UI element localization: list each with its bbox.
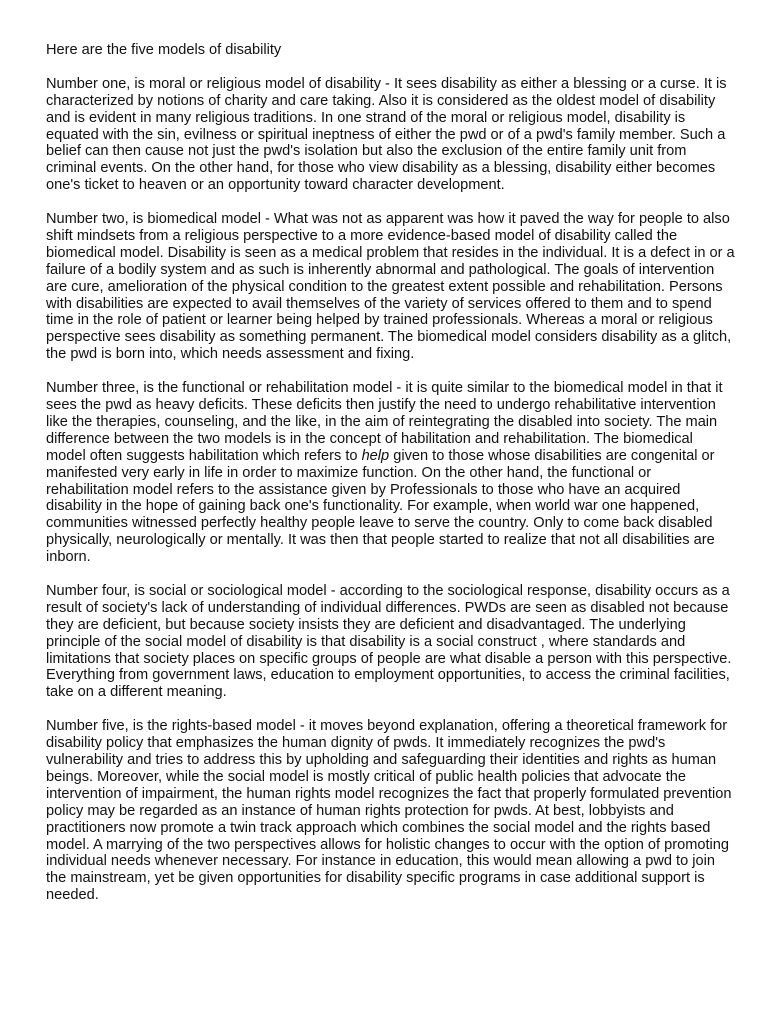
paragraph-text-before: Number three, is the functional or rehabilitation model - it is quite similar to the biomedical model in that it sees the pwd as heavy deficits. These deficits then justify the need to undergo rehabilitative intervention like the therapies, counseling, and the like, in the aim of reintegrating the disabled into society. The main difference between the two models is in the concept of habilitation and rehabilitation. The biomedical model often suggests habilitation which refers to: [46, 380, 723, 464]
document-title: Here are the five models of disability: [46, 42, 282, 58]
paragraph-social-model: [46, 583, 736, 701]
paragraph-rights-model: [46, 718, 736, 904]
paragraph-text: Number five, is the rights-based model - it moves beyond explanation, offering a theoretical framework for disability policy that emphasizes the human dignity of pwds. It immediately recognizes the pwd's vulnerability and tries to address this by upholding and safeguarding their identities and rights as human beings. Moreover, while the social model is mostly critical of public health policies that advocate the intervention of impairment, the human rights model recognizes the fact that properly formulated prevention policy may be regarded as an instance of human rights protection for pwds. At best, lobbyists and practitioners now promote a twin track approach which combines the social model and the rights based model. A marrying of the two perspectives allows for holistic changes to occur with the option of promoting individual needs whenever necessary. For instance in education, this would mean allowing a pwd to join the mainstream, yet be given opportunities for disability specific programs in case additional support is needed.: [46, 718, 732, 904]
paragraph-text-after: given to those whose disabilities are congenital or manifested very early in life in order to maximize function. On the other hand, the functional or rehabilitation model refers to the assistance given by Professionals to those who have an acquired disability in the hope of gaining back one's functionality. For example, when world war one happened, communities witnessed perfectly healthy people leave to serve the country. Only to come back disabled physically, neurologically or mentally. It was then that people started to realize that not all disabilities are inborn.: [46, 447, 715, 566]
paragraph-text: Number two, is biomedical model - What was not as apparent was how it paved the way for people to also shift mindsets from a religious perspective to a more evidence-based model of disability called the biomedical model. Disability is seen as a medical problem that resides in the individual. It is a defect in or a failure of a bodily system and as such is inherently abnormal and pathological. The goals of intervention are cure, amelioration of the physical condition to the greatest extent possible and rehabilitation. Persons with disabilities are expected to avail themselves of the variety of services offered to them and to spend time in the role of patient or learner being helped by trained professionals. Whereas a moral or religious perspective sees disability as something permanent. The biomedical model considers disability as a glitch, the pwd is born into, which needs assessment and fixing.: [46, 211, 735, 363]
paragraph-functional-model: [46, 380, 736, 566]
paragraph-text: Number four, is social or sociological model - according to the sociological response, disability occurs as a result of society's lack of understanding of individual differences. PWDs are seen as disabled not because they are deficient, but because society insists they are deficient and disadvantaged. The underlying principle of the social model of disability is that disability is a social construct , where standards and limitations that society places on specific groups of people are what disable a person with this perspective. Everything from government laws, education to employment opportunities, to access the criminal facilities, take on a different meaning.: [46, 582, 732, 701]
document-page: [46, 42, 736, 921]
paragraph-biomedical-model: [46, 211, 736, 363]
paragraph-moral-model: [46, 76, 736, 194]
emphasis-help: help: [361, 447, 390, 464]
paragraph-text: Number one, is moral or religious model of disability - It sees disability as either a blessing or a curse. It is characterized by notions of charity and care taking. Also it is considered as the oldest model of disability and is evident in many religious traditions. In one strand of the moral or religious model, disability is equated with the sin, evilness or spiritual ineptness of either the pwd or of a pwd's family member. Such a belief can then cause not just the pwd's isolation but also the exclusion of the entire family unit from criminal events. On the other hand, for those who view disability as a blessing, disability either becomes one's ticket to heaven or an opportunity toward character development.: [46, 75, 727, 194]
